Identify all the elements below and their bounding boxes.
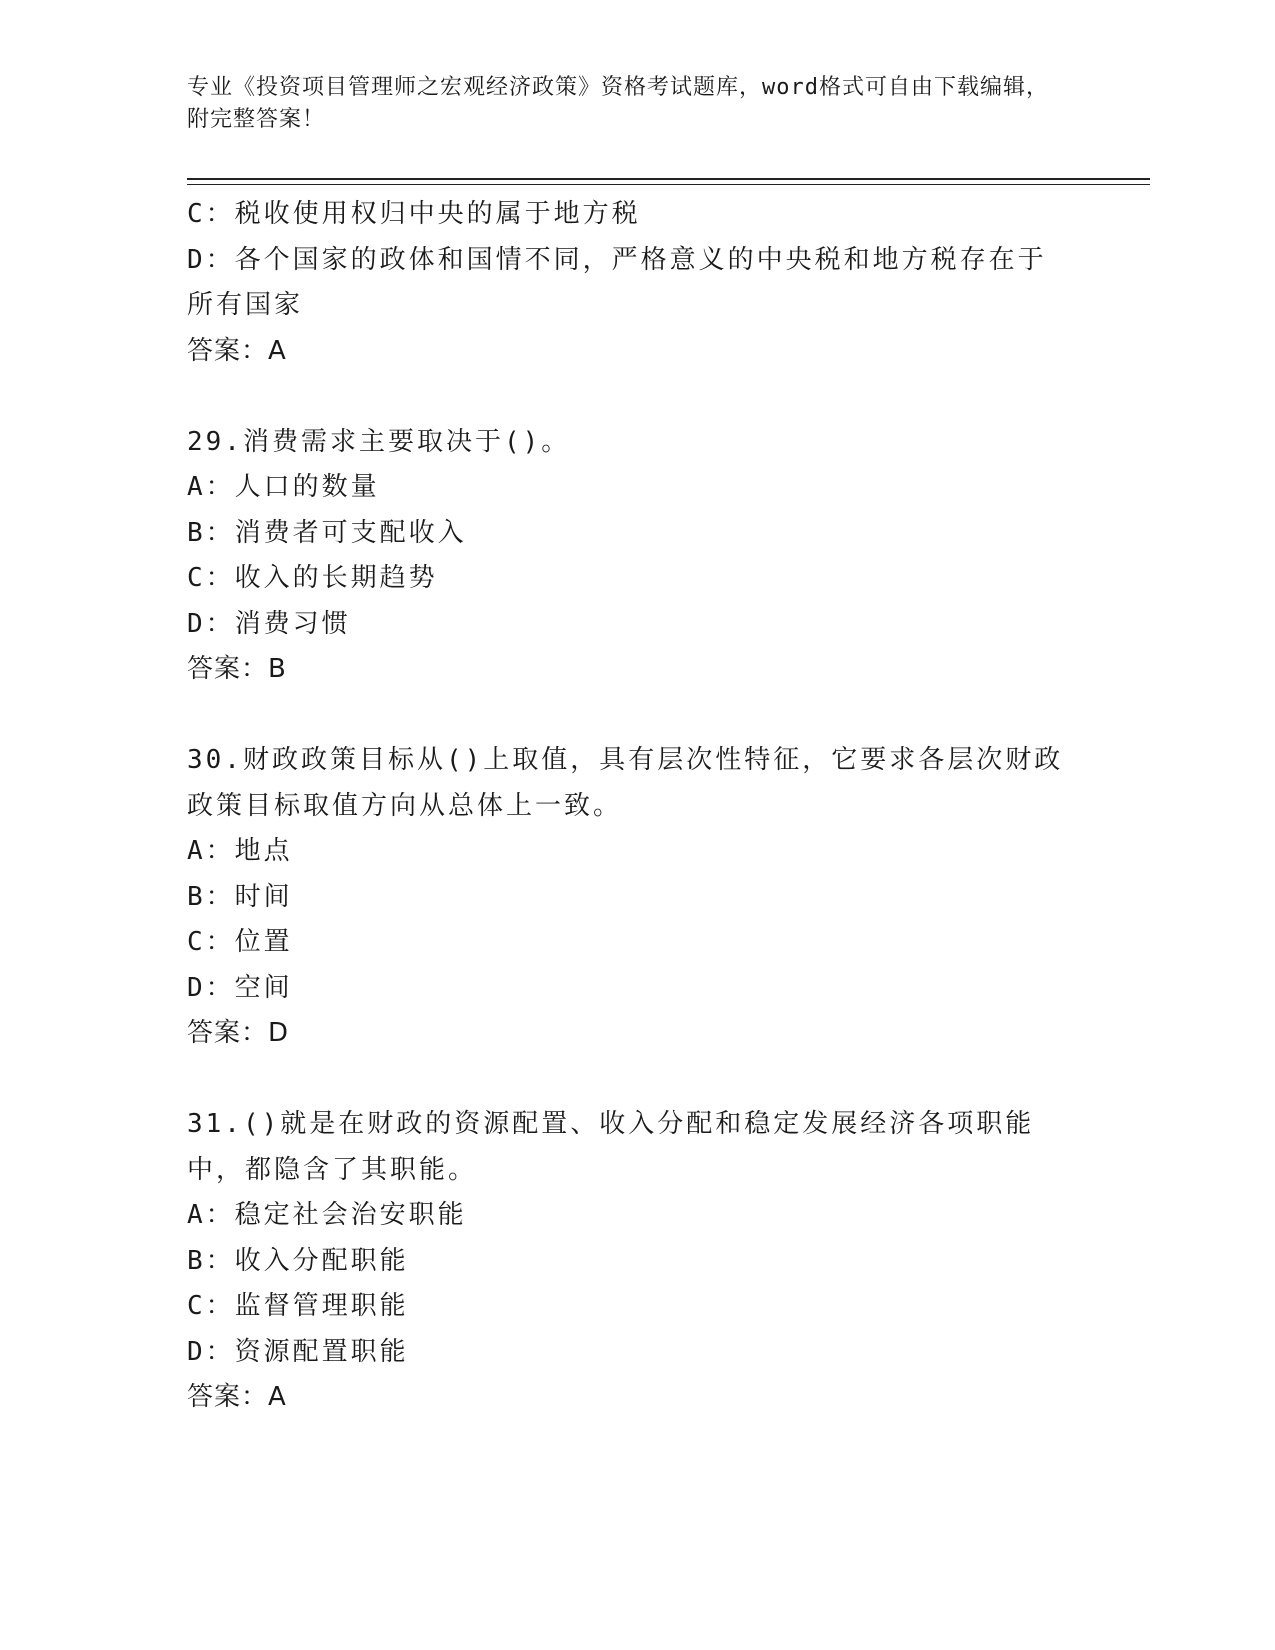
option-c: C：收入的长期趋势 [187,563,438,593]
prev-option-d: D：各个国家的政体和国情不同，严格意义的中央税和地方税存在于所有国家 [187,244,1047,320]
option-a: A：稳定社会治安职能 [187,1200,467,1230]
question-stem: 30.财政政策目标从()上取值，具有层次性特征，它要求各层次财政政策目标取值方向从总体上一致。 [187,745,1064,821]
spacer [187,1057,1087,1103]
question-content [187,192,1087,1421]
answer: 答案：A [187,1382,287,1412]
question-29 [187,420,1087,693]
answer: 答案：B [187,654,287,684]
question-stem: 31.()就是在财政的资源配置、收入分配和稳定发展经济各项职能中，都隐含了其职能。 [187,1109,1035,1185]
option-a: A：人口的数量 [187,472,380,502]
option-d: D：消费习惯 [187,608,351,639]
prev-answer: 答案：A [187,335,287,366]
question-stem: 29.消费需求主要取决于()。 [187,426,571,457]
option-a: A：地点 [187,836,293,866]
header-divider-thick [187,178,1150,180]
document-header [187,72,1067,136]
option-d: D：空间 [187,972,293,1003]
option-b: B：时间 [187,881,293,912]
option-c: C：位置 [187,927,293,957]
spacer [187,693,1087,739]
header-text: 专业《投资项目管理师之宏观经济政策》资格考试题库，word格式可自由下载编辑，附完整答案！ [187,75,1049,132]
option-c: C：监督管理职能 [187,1291,409,1321]
header-divider-thin [187,184,1150,185]
option-d: D：资源配置职能 [187,1336,409,1367]
prev-option-c: C：税收使用权归中央的属于地方税 [187,199,641,229]
spacer [187,374,1087,420]
question-30 [187,738,1087,1057]
answer: 答案：D [187,1018,290,1048]
option-b: B：消费者可支配收入 [187,517,467,548]
question-31 [187,1102,1087,1421]
option-b: B：收入分配职能 [187,1245,409,1276]
